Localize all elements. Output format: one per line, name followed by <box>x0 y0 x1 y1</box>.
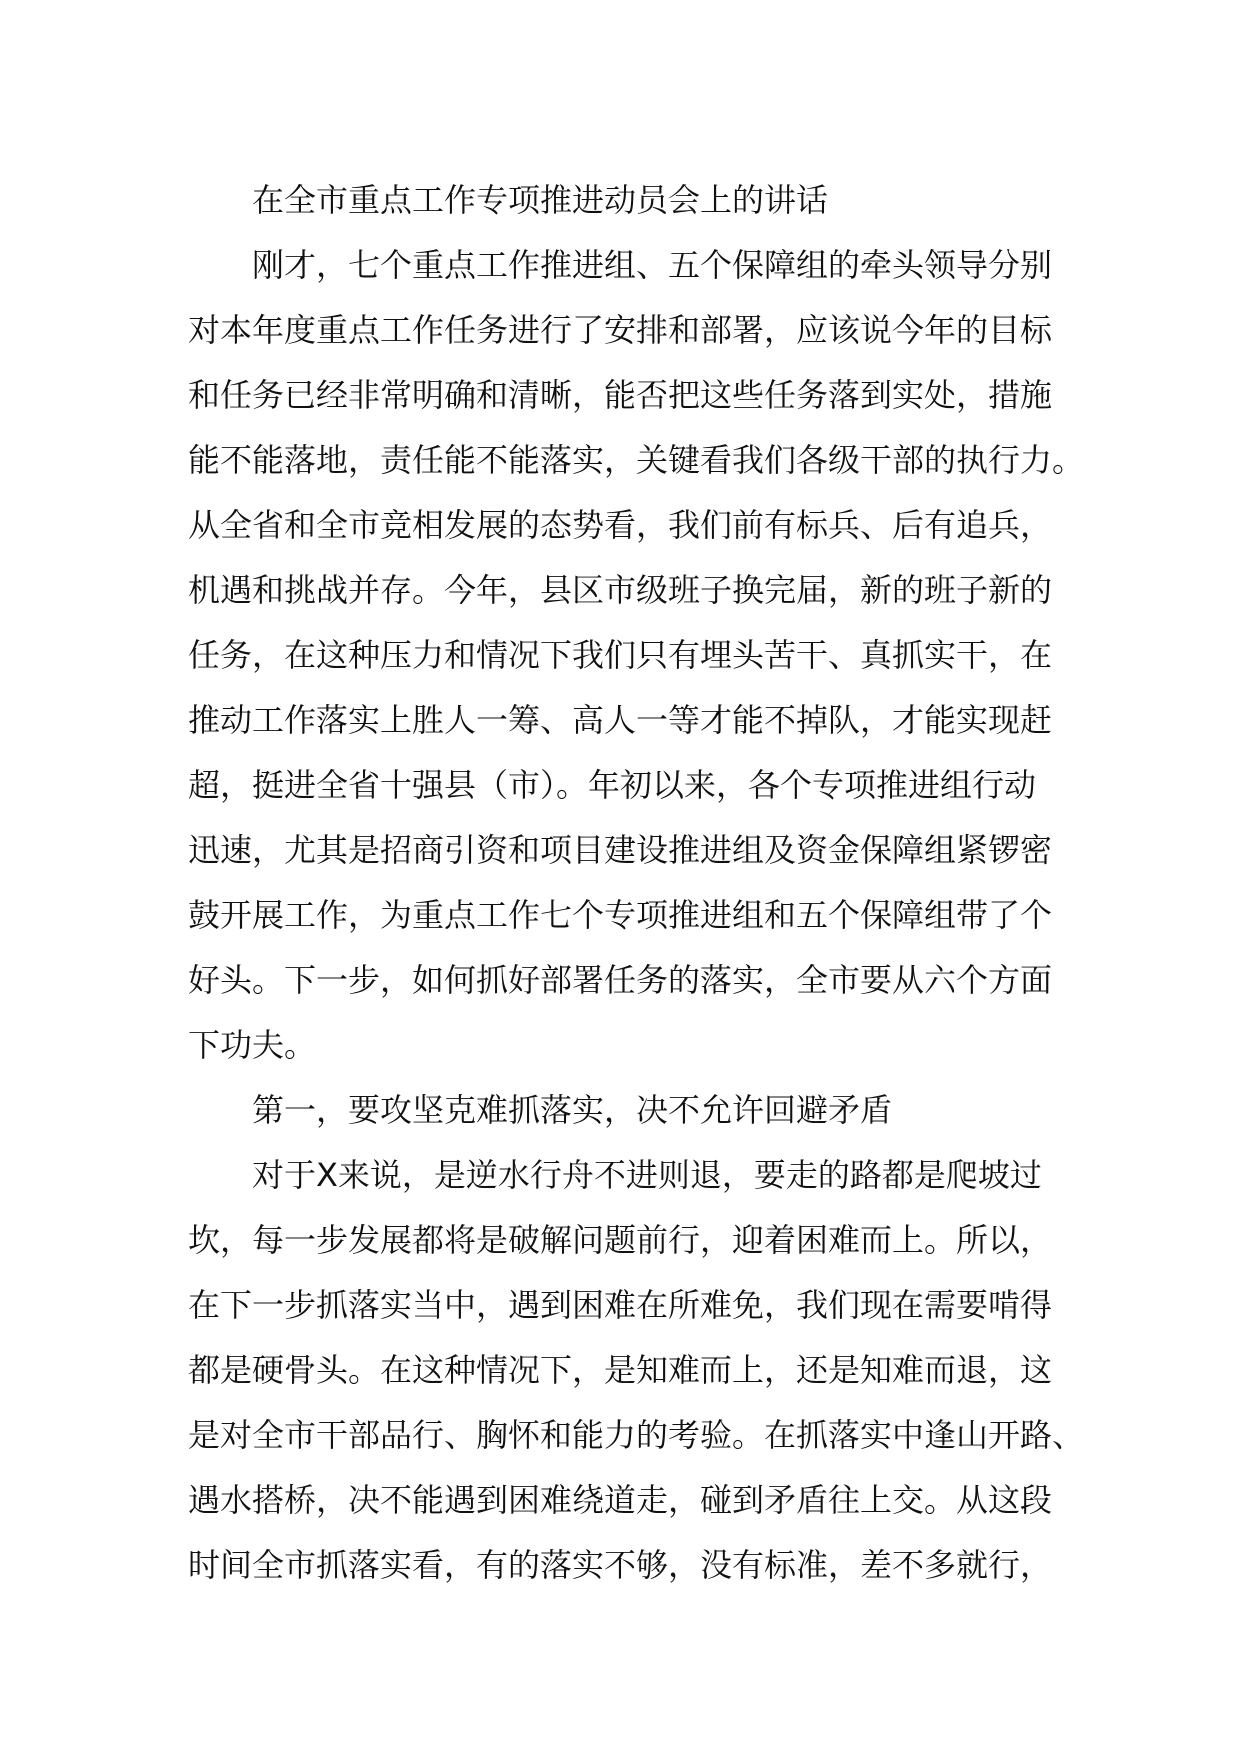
paragraph-line: 对于X来说，是逆水行舟不进则退，要走的路都是爬坡过 <box>252 1156 1042 1194</box>
paragraph-line: 下功夫。 <box>188 1026 317 1064</box>
paragraph-line: 迅速，尤其是招商引资和项目建设推进组及资金保障组紧锣密 <box>188 831 1053 869</box>
paragraph-line: 能不能落地，责任能不能落实，关键看我们各级干部的执行力。 <box>188 441 1085 479</box>
paragraph-line: 都是硬骨头。在这种情况下，是知难而上，还是知难而退，这 <box>188 1351 1053 1389</box>
paragraph-line: 遇水搭桥，决不能遇到困难绕道走，碰到矛盾往上交。从这段 <box>188 1481 1053 1519</box>
paragraph-line: 和任务已经非常明确和清晰，能否把这些任务落到实处，措施 <box>188 376 1053 414</box>
paragraph-line: 对本年度重点工作任务进行了安排和部署，应该说今年的目标 <box>188 311 1053 349</box>
paragraph-line: 是对全市干部品行、胸怀和能力的考验。在抓落实中逢山开路、 <box>188 1416 1085 1454</box>
paragraph-line: 在下一步抓落实当中，遇到困难在所难免，我们现在需要啃得 <box>188 1286 1053 1324</box>
paragraph-line: 鼓开展工作，为重点工作七个专项推进组和五个保障组带了个 <box>188 896 1053 934</box>
paragraph-line: 坎，每一步发展都将是破解问题前行，迎着困难而上。所以， <box>188 1221 1053 1259</box>
paragraph-2 <box>188 1143 1085 1598</box>
document-title: 在全市重点工作专项推进动员会上的讲话 <box>252 181 829 219</box>
document-body <box>188 168 1085 1598</box>
paragraph-line: 推动工作落实上胜人一筹、高人一等才能不掉队，才能实现赶 <box>188 701 1053 739</box>
paragraph-line: 任务，在这种压力和情况下我们只有埋头苦干、真抓实干，在 <box>188 636 1053 674</box>
paragraph-1 <box>188 233 1085 1078</box>
paragraph-line: 好头。下一步，如何抓好部署任务的落实，全市要从六个方面 <box>188 961 1053 999</box>
paragraph-line: 从全省和全市竞相发展的态势看，我们前有标兵、后有追兵， <box>188 506 1053 544</box>
section-heading: 第一，要攻坚克难抓落实，决不允许回避矛盾 <box>252 1091 893 1129</box>
paragraph-line: 时间全市抓落实看，有的落实不够，没有标准，差不多就行， <box>188 1546 1053 1584</box>
paragraph-line: 刚才，七个重点工作推进组、五个保障组的牵头领导分别 <box>252 246 1053 284</box>
paragraph-line: 超，挺进全省十强县（市）。年初以来，各个专项推进组行动 <box>188 766 1037 804</box>
paragraph-line: 机遇和挑战并存。今年，县区市级班子换完届，新的班子新的 <box>188 571 1053 609</box>
